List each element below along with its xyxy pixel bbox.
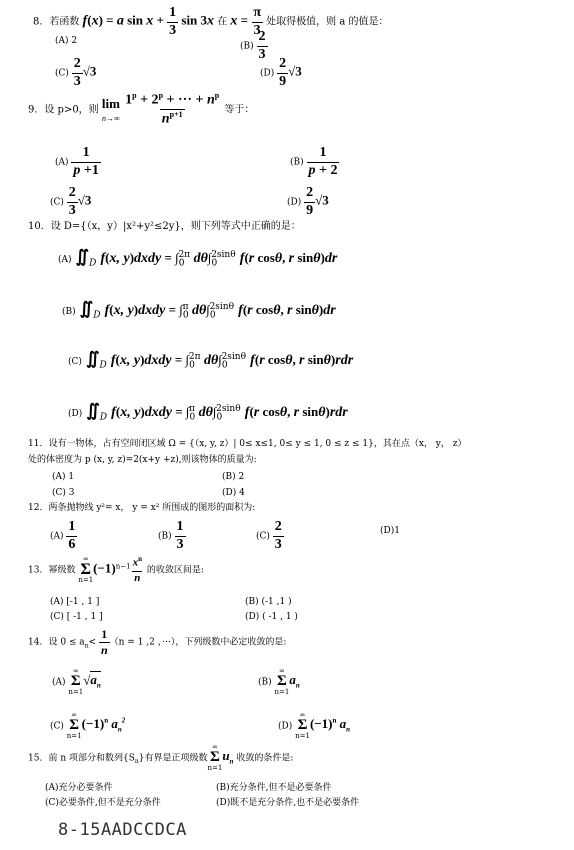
question-13-option-a: (A) [-1 , 1 ] <box>50 597 100 607</box>
question-13-option-d: (D) ( -1 , 1 ) <box>245 612 298 622</box>
question-9-stem: 9．设 p>0，则 lim n→∞ $\frac{1^p + 2^p + \cdot\cdot\cdot + n^p}{n^{p+1}}$ 等于： <box>28 91 255 127</box>
question-12-option-b: (B) $\frac{1}{3}$ <box>158 519 184 552</box>
question-14-option-d: (D) ∞ Σ n=1 $(-1)^n$ $a_n$ <box>278 711 351 740</box>
question-15-stem: 15．前 n 项部分和数列$\{S_n\}$有界是正项级数 ∞ Σ n=1 $u_n$ 收敛的条件是: <box>28 743 294 772</box>
question-9-option-c: (C) $\frac{2}{3}$ √3 <box>50 185 92 218</box>
question-14-option-c: (C) ∞ Σ n=1 $(-1)^n$ $a_n^2$ <box>50 711 126 740</box>
question-12-option-d: (D)1 <box>380 526 400 536</box>
question-14-option-a: (A) ∞ Σ n=1 $√a_n$ <box>52 667 101 696</box>
question-9-option-d: (D) $\frac{2}{9}$ √3 <box>287 185 329 218</box>
question-8-option-d: (D) $\frac{2}{9}$ √3 <box>260 56 302 89</box>
question-10-option-c: (C) $∬_D$ f(x, y)dxdy = $\int_0^{2\pi}$ $d\theta\int_0^{2sin\theta}$ f(r cosθ, r sinθ)rdr <box>68 349 354 371</box>
question-11-option-b: (B) 2 <box>222 472 245 482</box>
question-15-option-c: (C)必要条件,但不是充分条件 <box>45 798 161 808</box>
question-9-option-a: (A) $\frac{1}{p +1}$ <box>55 145 99 178</box>
question-13-option-c: (C) [ -1 , 1 ] <box>50 612 103 622</box>
question-11-option-c: (C) 3 <box>52 488 75 498</box>
question-10-option-d: (D) $∬_D$ f(x, y)dxdy = $\int_0^\pi$ $d\theta\int_0^{2sin\theta}$ f(r cosθ, r sinθ)rdr <box>68 401 348 423</box>
question-12-stem: 12．两条抛物线 y²= x， y = x² 所围成的图形的面积为: <box>28 503 256 513</box>
question-11-line-2: 处的体密度为 p (x, y, z)=2(x+y +z),则该物体的质量为: <box>28 455 257 465</box>
question-13-stem: 13．幂级数 ∞ Σ n=1 $(-1)^{n-1}$ $\frac{x^n}{n}$ 的收敛区间是: <box>28 555 204 585</box>
question-11-line-1: 11．设有一物体，占有空间闭区域 Ω = {（x, y, z）| 0≤ x≤1, 0≤ y ≤ 1, 0 ≤ z ≤ 1}，其在点（x， y， z） <box>28 439 467 449</box>
question-10-stem: 10．设 D={（x，y）|x²+y²≤2y}，则下列等式中正确的是： <box>28 221 301 232</box>
question-11-option-d: (D) 4 <box>222 488 245 498</box>
answer-key: 8-15AADCCDCA <box>58 820 187 840</box>
question-8-option-a: (A) 2 <box>55 36 78 46</box>
question-15-option-d: (D)既不是充分条件,也不是必要条件 <box>216 798 360 808</box>
question-10-option-b: (B) $∬_D$ f(x, y)dxdy = $\int_0^\pi$ $d\theta\int_0^{2sin\theta}$ f(r cosθ, r sinθ)dr <box>62 299 336 321</box>
question-15-option-b: (B)充分条件,但不是必要条件 <box>216 783 332 793</box>
question-14-stem: 14．设 $0 \le a_n<$ $\frac{1}{n}$ （n = 1 ,2 ，···），下列级数中必定收敛的是: <box>28 627 287 657</box>
question-14-option-b: (B) ∞ Σ n=1 $a_n$ <box>258 667 300 696</box>
question-13-option-b: (B) (-1 ,1 ) <box>245 597 292 607</box>
question-12-option-c: (C) $\frac{2}{3}$ <box>256 519 282 552</box>
question-8-option-b: (B) $\frac{2}{3}$ <box>240 29 266 62</box>
question-9-option-b: (B) $\frac{1}{p + 2}$ <box>290 145 338 178</box>
question-8-stem: 8．若函数 f(x) = a sin x + $\frac{1}{3}$ sin 3x 在 x = $\frac{\pi}{3}$ 处取得极值，则 a 的值是： <box>33 5 389 38</box>
question-10-option-a: (A) $∬_D$ f(x, y)dxdy = $\int_0^{2\pi}$ $d\theta\int_0^{2sin\theta}$ f(r cosθ, r sinθ)dr <box>58 247 338 269</box>
question-11-option-a: (A) 1 <box>52 472 75 482</box>
question-8-option-c: (C) $\frac{2}{3}$ √3 <box>55 56 97 89</box>
question-12-option-a: (A) $\frac{1}{6}$ <box>50 519 76 552</box>
question-15-option-a: (A)充分必要条件 <box>45 783 113 793</box>
